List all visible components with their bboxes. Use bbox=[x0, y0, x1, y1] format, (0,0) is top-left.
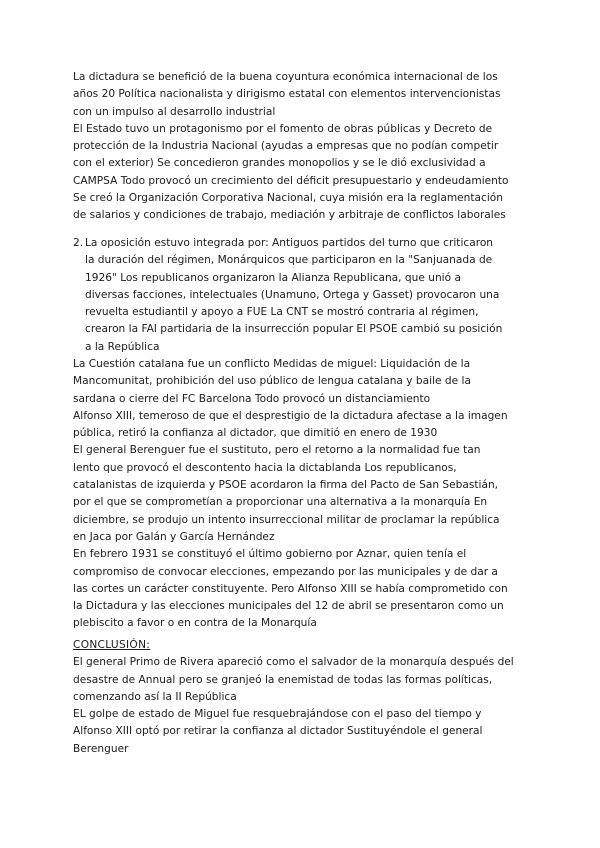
paragraph-economy bbox=[73, 69, 528, 225]
text-line: plebiscito a favor o en contra de la Monarquía bbox=[73, 617, 317, 630]
text-line: Mancomunitat, prohibición del uso público de lengua catalana y baile de la bbox=[73, 375, 471, 388]
text-line: de salarios y condiciones de trabajo, mediación y arbitraje de conflictos laborales bbox=[73, 209, 506, 222]
text-line: pública, retiró la confianza al dictador, que dimitió en enero de 1930 bbox=[73, 427, 438, 440]
text-line: El general Primo de Rivera apareció como el salvador de la monarquía después del bbox=[73, 656, 514, 669]
text-line: La Cuestión catalana fue un conflicto Medidas de miguel: Liquidación de la bbox=[73, 358, 471, 370]
text-line: protección de la Industria Nacional (ayudas a empresas que no podían competir bbox=[73, 140, 499, 153]
text-line: La oposición estuvo integrada por: Antiguos partidos del turno que criticaron bbox=[85, 237, 494, 249]
text-line: a la República bbox=[85, 340, 160, 353]
text-line: la Dictadura y las elecciones municipales del 12 de abril se presentaron como un bbox=[73, 600, 504, 613]
text-line: diversas facciones, intelectuales (Unamuno, Ortega y Gasset) provocaron una bbox=[85, 288, 500, 301]
text-line: crearon la FAI partidaria de la insurrección popular El PSOE cambió su posición bbox=[85, 323, 503, 336]
text-line: diciembre, se produjo un intento insurreccional militar de proclamar la república bbox=[73, 513, 500, 526]
text-line: La dictadura se benefició de la buena coyuntura económica internacional de los bbox=[73, 71, 498, 83]
text-line: sardana o cierre del FC Barcelona Todo provocó un distanciamiento bbox=[73, 392, 431, 405]
text-line: En febrero 1931 se constituyó el último gobierno por Aznar, quien tenía el bbox=[73, 548, 467, 561]
list-item-opposition bbox=[73, 235, 528, 356]
text-line: Alfonso XIII optó por retirar la confianza al dictador Sustituyéndole el general bbox=[73, 725, 483, 738]
text-line: El general Berenguer fue el sustituto, pero el retorno a la normalidad fue tan bbox=[73, 444, 481, 457]
conclusion-section bbox=[73, 637, 528, 758]
text-line: con el exterior) Se concedieron grandes monopolios y se le dió exclusividad a bbox=[73, 157, 486, 170]
text-line: 1926" Los republicanos organizaron la Alianza Republicana, que unió a bbox=[85, 271, 461, 284]
text-line: la duración del régimen, Monárquicos que participaron en la "Sanjuanada de bbox=[85, 254, 493, 267]
text-line: Berenguer bbox=[73, 742, 129, 755]
text-line: años 20 Política nacionalista y dirigismo estatal con elementos intervencionistas bbox=[73, 88, 501, 101]
text-line: con un impulso al desarrollo industrial bbox=[73, 105, 276, 118]
text-line: compromiso de convocar elecciones, empezando por las municipales y de dar a bbox=[73, 565, 498, 578]
text-line: El Estado tuvo un protagonismo por el fomento de obras públicas y Decreto de bbox=[73, 122, 493, 135]
text-line: EL golpe de estado de Miguel fue resquebrajándose con el paso del tiempo y bbox=[73, 708, 482, 721]
text-line: las cortes un carácter constituyente. Pero Alfonso XIII se había comprometido con bbox=[73, 582, 508, 595]
text-line: desastre de Annual pero se granjeó la enemistad de todas las formas políticas, bbox=[73, 673, 493, 686]
text-line: catalanistas de izquierda y PSOE acordaron la firma del Pacto de San Sebastián, bbox=[73, 479, 499, 492]
text-line: revuelta estudiantil y apoyo a FUE La CNT se mostró contraria al régimen, bbox=[85, 306, 479, 319]
text-line: en Jaca por Galán y García Hernández bbox=[73, 530, 275, 543]
text-line: Se creó la Organización Corporativa Nacional, cuya misión era la reglamentación bbox=[73, 192, 504, 205]
paragraph-catalan-question bbox=[73, 356, 528, 633]
text-line: lento que provocó el descontento hacia la dictablanda Los republicanos, bbox=[73, 461, 457, 474]
text-line: comenzando así la II República bbox=[73, 690, 237, 703]
conclusion-heading: CONCLUSIÓN: bbox=[73, 639, 151, 651]
text-line: CAMPSA Todo provocó un crecimiento del déficit presupuestario y endeudamiento bbox=[73, 174, 509, 187]
text-line: por el que se comprometían a proporcionar una alternativa a la monarquía En bbox=[73, 496, 488, 509]
text-line: Alfonso XIII, temeroso de que el desprestigio de la dictadura afectase a la imagen bbox=[73, 409, 508, 422]
list-number: 2. bbox=[73, 237, 84, 249]
